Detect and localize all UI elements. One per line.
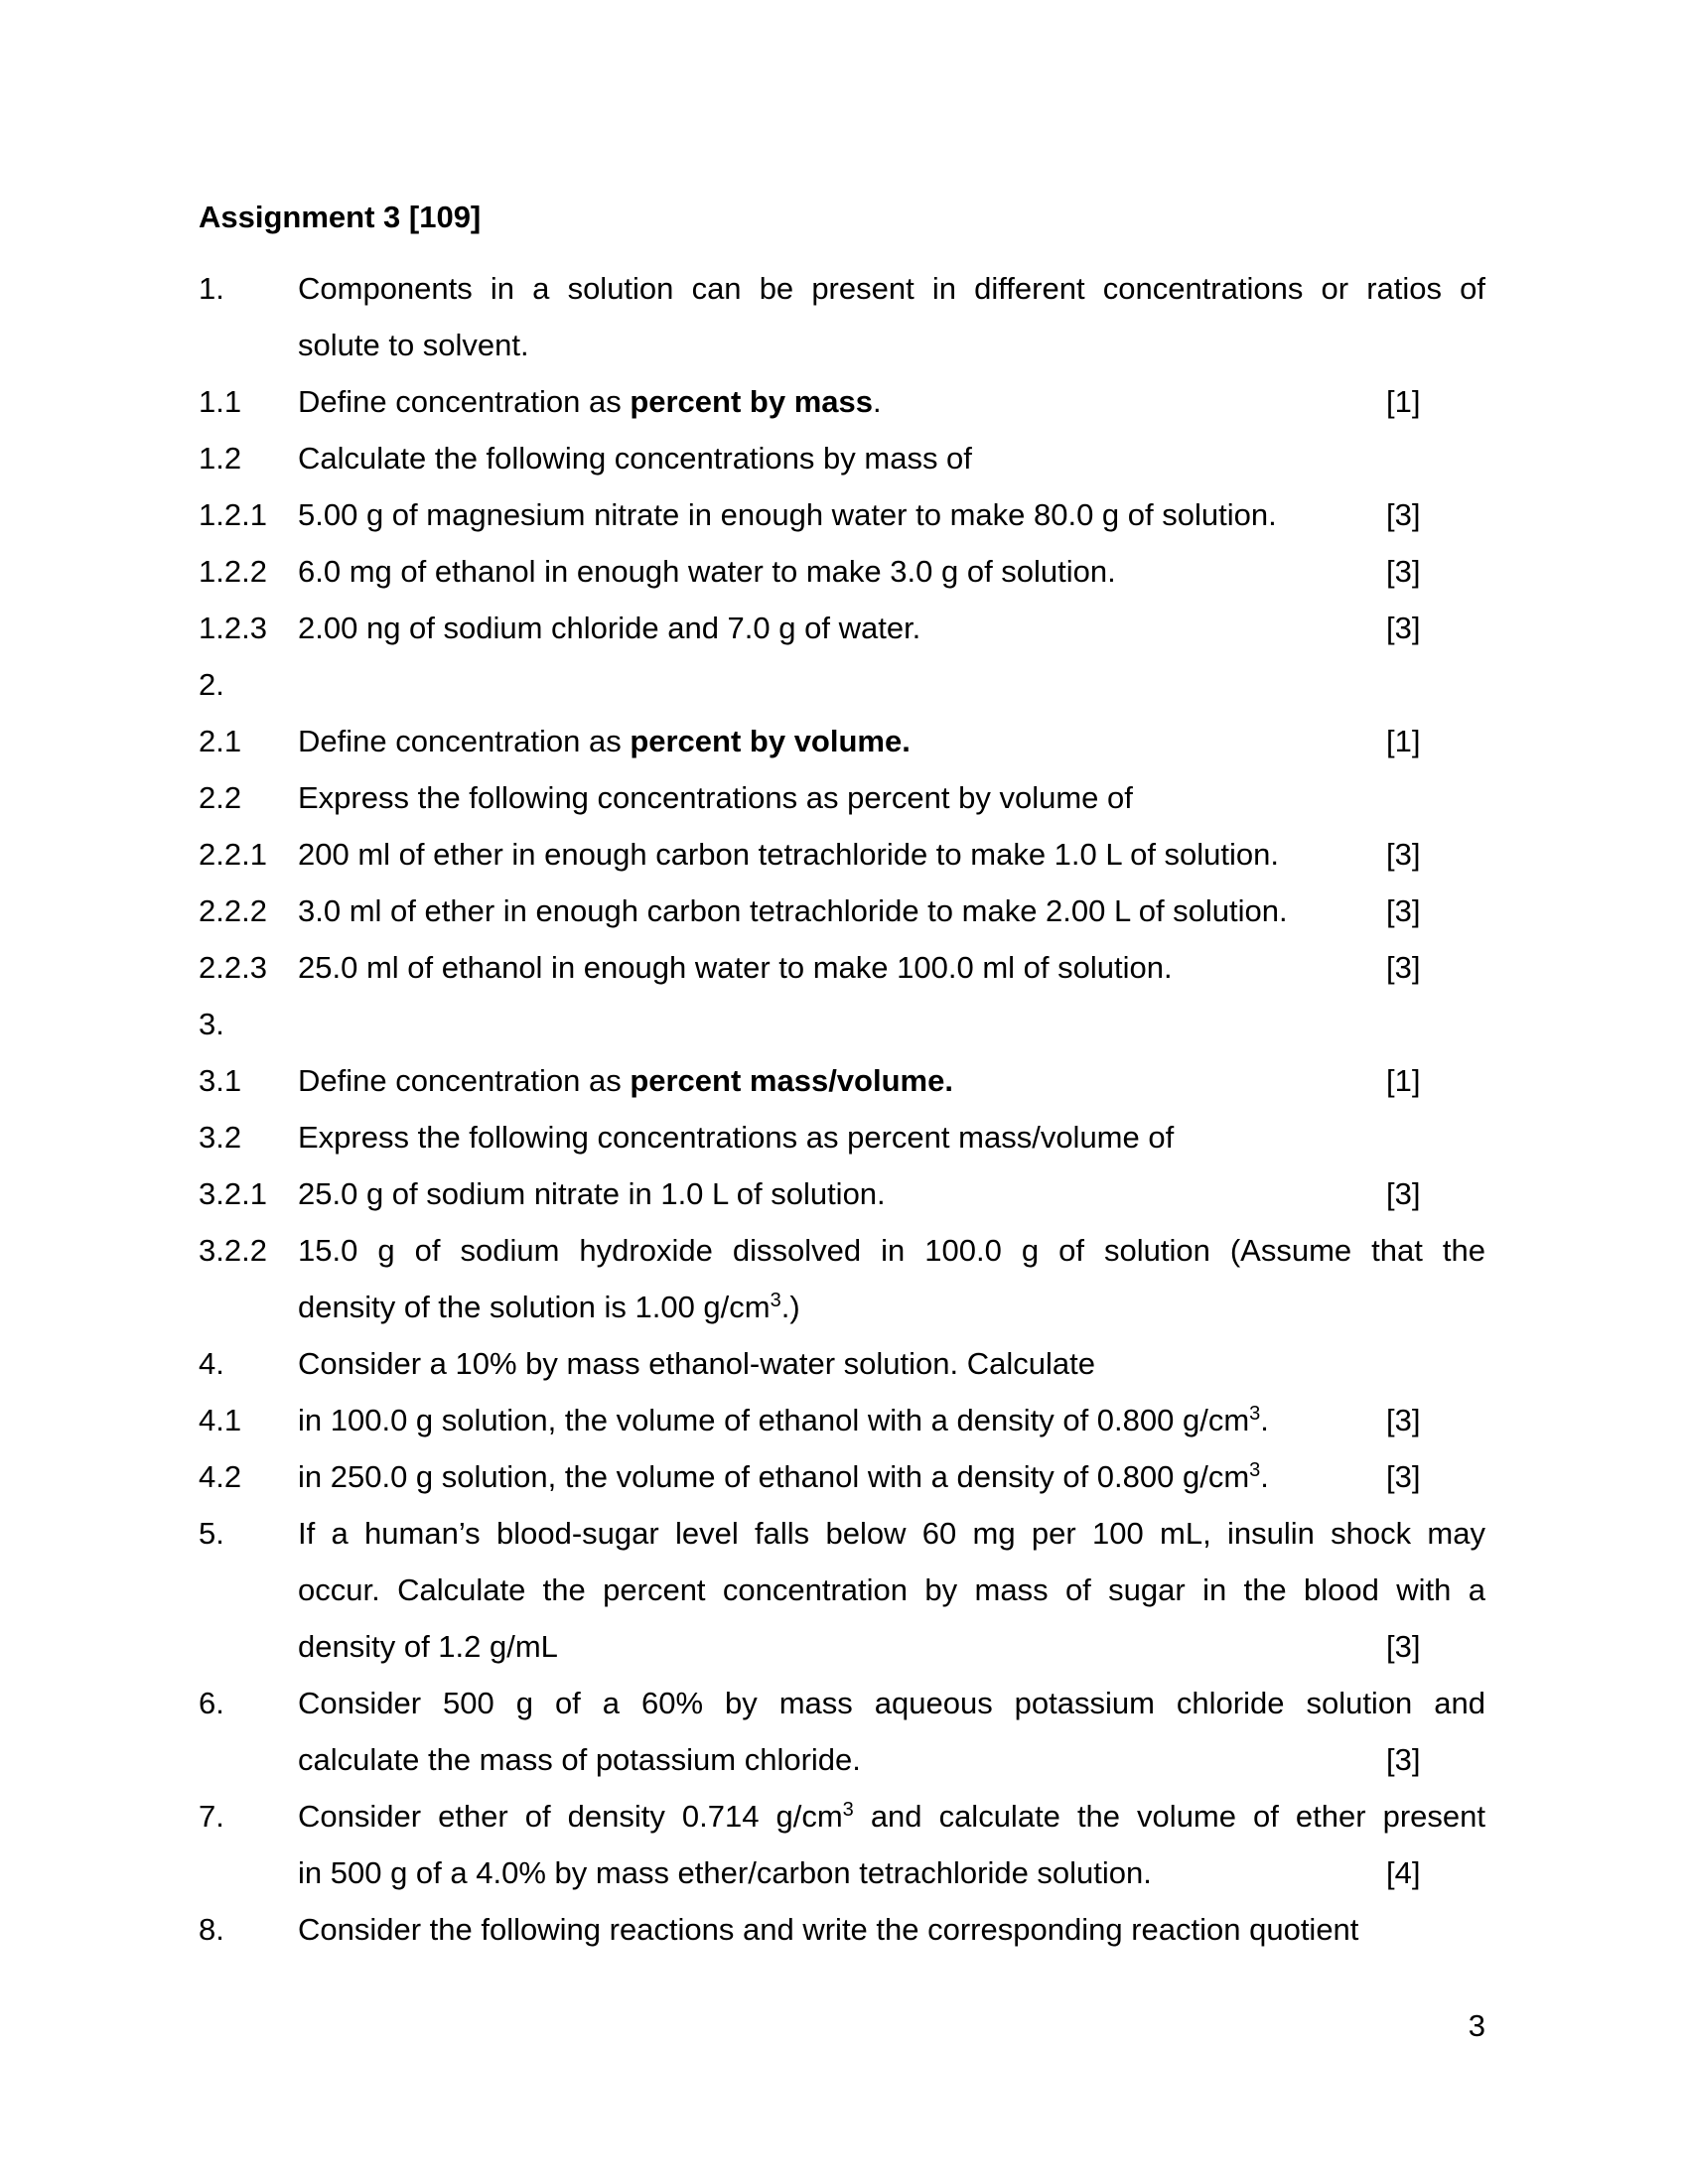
question-number: 4.1 — [199, 1403, 242, 1437]
question-text: Express the following concentrations as percent by volume of — [298, 780, 1133, 815]
assignment-title: Assignment 3 [109] — [199, 200, 482, 234]
text-part: Define concentration as — [298, 1063, 631, 1098]
marks: [1] — [1386, 384, 1421, 419]
question-line — [0, 996, 1688, 1052]
question-number: 1.2 — [199, 441, 242, 476]
question-text: 2.00 ng of sodium chloride and 7.0 g of water. — [298, 611, 921, 645]
question-line — [0, 1505, 1688, 1562]
marks: [3] — [1386, 1459, 1421, 1494]
question-line — [0, 1222, 1688, 1279]
question-text — [298, 713, 911, 769]
question-text: Calculate the following concentrations by mass of — [298, 441, 972, 476]
marks: [3] — [1386, 1742, 1421, 1777]
question-number: 5. — [199, 1516, 224, 1551]
superscript: 3 — [1249, 1459, 1261, 1481]
text-part: and calculate the volume of ether present — [853, 1799, 1485, 1834]
question-line — [0, 1165, 1688, 1222]
text-part: Define concentration as — [298, 384, 631, 419]
text-part: Consider ether of density 0.714 g/cm — [298, 1799, 843, 1834]
question-line — [0, 260, 1688, 317]
marks: [3] — [1386, 497, 1421, 532]
text-part: in 250.0 g solution, the volume of ethanol with a density of 0.800 g/cm — [298, 1459, 1250, 1494]
question-number: 6. — [199, 1686, 224, 1720]
question-line — [0, 939, 1688, 996]
question-line — [0, 1901, 1688, 1958]
text-part: .) — [780, 1290, 800, 1324]
question-number: 2.2.3 — [199, 950, 267, 985]
question-text: 6.0 mg of ethanol in enough water to make 3.0 g of solution. — [298, 554, 1116, 589]
question-line — [0, 1562, 1688, 1618]
question-text: in 500 g of a 4.0% by mass ether/carbon tetrachloride solution. — [298, 1855, 1152, 1890]
superscript: 3 — [842, 1799, 854, 1821]
question-line — [0, 826, 1688, 883]
text-part: density of the solution is 1.00 g/cm — [298, 1290, 771, 1324]
question-line — [0, 1618, 1688, 1675]
question-number: 7. — [199, 1799, 224, 1834]
question-line — [0, 769, 1688, 826]
question-line — [0, 1844, 1688, 1901]
question-line — [0, 1731, 1688, 1788]
question-number: 1.2.2 — [199, 554, 267, 589]
question-text: 5.00 g of magnesium nitrate in enough water to make 80.0 g of solution. — [298, 497, 1277, 532]
marks: [3] — [1386, 1629, 1421, 1664]
marks: [3] — [1386, 893, 1421, 928]
text-part: . — [872, 384, 882, 419]
question-number: 1. — [199, 271, 224, 306]
question-text: If a human’s blood-sugar level falls below 60 mg per 100 mL, insulin shock may — [298, 1516, 1485, 1551]
question-number: 2.2.1 — [199, 837, 267, 872]
question-line — [0, 1392, 1688, 1448]
question-text: calculate the mass of potassium chloride. — [298, 1742, 861, 1777]
question-text — [298, 1392, 1269, 1448]
marks: [3] — [1386, 837, 1421, 872]
text-part: in 100.0 g solution, the volume of ethanol with a density of 0.800 g/cm — [298, 1403, 1250, 1437]
question-line — [0, 317, 1688, 373]
question-line — [0, 1109, 1688, 1165]
bold-term: percent mass/volume. — [630, 1063, 953, 1098]
question-line — [0, 1675, 1688, 1731]
text-part: . — [1260, 1459, 1269, 1494]
question-text: Consider a 10% by mass ethanol-water solution. Calculate — [298, 1346, 1095, 1381]
marks: [1] — [1386, 1063, 1421, 1098]
question-line — [0, 430, 1688, 486]
question-line — [0, 1788, 1688, 1844]
marks: [3] — [1386, 611, 1421, 645]
question-text — [298, 373, 882, 430]
question-number: 2.2.2 — [199, 893, 267, 928]
bold-term: percent by volume. — [630, 724, 911, 758]
question-number: 1.2.3 — [199, 611, 267, 645]
question-text: Components in a solution can be present in different concentrations or ratios of — [298, 271, 1485, 306]
question-line — [0, 486, 1688, 543]
question-number: 3. — [199, 1007, 224, 1041]
marks: [3] — [1386, 554, 1421, 589]
question-number: 8. — [199, 1912, 224, 1947]
question-text — [298, 1788, 1485, 1844]
page-number: 3 — [1468, 2008, 1485, 2043]
question-number: 3.2 — [199, 1120, 242, 1155]
question-number: 4.2 — [199, 1459, 242, 1494]
question-line — [0, 600, 1688, 656]
question-text — [298, 1279, 800, 1335]
question-line — [0, 1279, 1688, 1335]
question-number: 3.1 — [199, 1063, 242, 1098]
question-line — [0, 713, 1688, 769]
superscript: 3 — [770, 1290, 781, 1311]
marks: [1] — [1386, 724, 1421, 758]
question-text: 3.0 ml of ether in enough carbon tetrachloride to make 2.00 L of solution. — [298, 893, 1288, 928]
bold-term: percent by mass — [630, 384, 873, 419]
question-line — [0, 1052, 1688, 1109]
question-text: 200 ml of ether in enough carbon tetrachloride to make 1.0 L of solution. — [298, 837, 1280, 872]
question-line — [0, 1335, 1688, 1392]
question-line — [0, 543, 1688, 600]
marks: [3] — [1386, 1176, 1421, 1211]
question-number: 3.2.1 — [199, 1176, 267, 1211]
question-number: 2. — [199, 667, 224, 702]
question-number: 3.2.2 — [199, 1233, 267, 1268]
question-text — [298, 1052, 953, 1109]
marks: [4] — [1386, 1855, 1421, 1890]
question-number: 4. — [199, 1346, 224, 1381]
question-number: 2.2 — [199, 780, 242, 815]
question-line — [0, 373, 1688, 430]
question-text: Consider the following reactions and write the corresponding reaction quotient — [298, 1912, 1359, 1947]
question-text — [298, 1448, 1269, 1505]
superscript: 3 — [1249, 1403, 1261, 1425]
text-part: . — [1260, 1403, 1269, 1437]
question-text: solute to solvent. — [298, 328, 529, 362]
text-part: Define concentration as — [298, 724, 631, 758]
question-text: 25.0 g of sodium nitrate in 1.0 L of solution. — [298, 1176, 886, 1211]
question-text: Express the following concentrations as percent mass/volume of — [298, 1120, 1175, 1155]
question-text: Consider 500 g of a 60% by mass aqueous potassium chloride solution and — [298, 1686, 1485, 1720]
question-number: 1.1 — [199, 384, 242, 419]
marks: [3] — [1386, 1403, 1421, 1437]
marks: [3] — [1386, 950, 1421, 985]
question-number: 1.2.1 — [199, 497, 267, 532]
question-line — [0, 883, 1688, 939]
question-text: density of 1.2 g/mL — [298, 1629, 558, 1664]
question-text: 15.0 g of sodium hydroxide dissolved in 100.0 g of solution (Assume that the — [298, 1233, 1485, 1268]
question-line — [0, 656, 1688, 713]
question-text: 25.0 ml of ethanol in enough water to make 100.0 ml of solution. — [298, 950, 1173, 985]
question-line — [0, 1448, 1688, 1505]
question-number: 2.1 — [199, 724, 242, 758]
question-text: occur. Calculate the percent concentration by mass of sugar in the blood with a — [298, 1572, 1485, 1607]
